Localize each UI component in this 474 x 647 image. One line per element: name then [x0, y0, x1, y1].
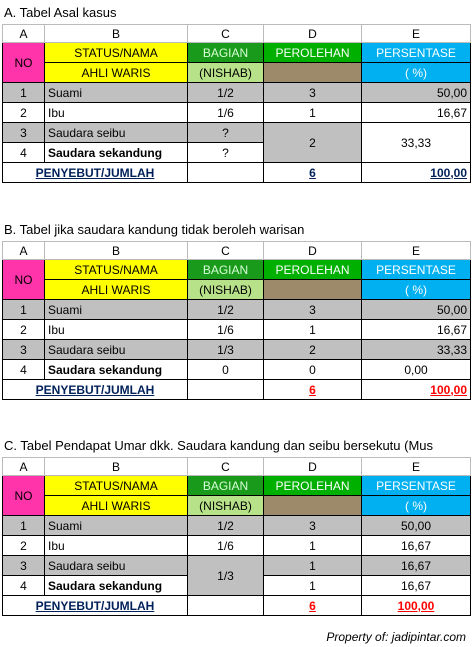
cell-perolehan[interactable]: 1 [264, 556, 362, 576]
header-persentase-sub[interactable]: ( %) [362, 496, 471, 516]
cell-name[interactable]: Suami [45, 83, 188, 103]
header-status[interactable]: STATUS/NAMA [45, 476, 188, 496]
cell-empty[interactable] [188, 596, 264, 616]
header-status[interactable]: STATUS/NAMA [45, 43, 188, 63]
header-row [3, 280, 471, 300]
header-status-sub[interactable]: AHLI WARIS [45, 496, 188, 516]
table-b-title: B. Tabel jika saudara kandung tidak beroleh warisan [4, 222, 305, 237]
table-row [3, 103, 471, 123]
header-status-sub[interactable]: AHLI WARIS [45, 63, 188, 83]
cell-bagian-merged[interactable]: 1/3 [188, 556, 264, 596]
header-perolehan[interactable]: PEROLEHAN [264, 476, 362, 496]
header-perolehan-sub[interactable] [264, 280, 362, 300]
header-row [3, 260, 471, 280]
header-bagian[interactable]: BAGIAN [188, 476, 264, 496]
column-letter[interactable]: D [264, 242, 362, 260]
cell-persentase[interactable]: 16,67 [362, 536, 471, 556]
column-letter-row [3, 25, 471, 43]
cell-bagian[interactable]: ? [188, 143, 264, 163]
column-letter[interactable]: C [188, 25, 264, 43]
header-perolehan-sub[interactable] [264, 496, 362, 516]
cell-no[interactable]: 4 [3, 576, 45, 596]
column-letter[interactable]: E [362, 242, 471, 260]
header-no[interactable]: NO [3, 260, 45, 300]
cell-persentase[interactable]: 33,33 [362, 340, 471, 360]
cell-bagian[interactable]: 1/2 [188, 516, 264, 536]
cell-no[interactable]: 1 [3, 83, 45, 103]
cell-empty[interactable] [188, 380, 264, 400]
column-letter[interactable]: B [45, 242, 188, 260]
column-letter-row [3, 242, 471, 260]
cell-persentase[interactable]: 16,67 [362, 576, 471, 596]
cell-bagian[interactable]: 1/2 [188, 83, 264, 103]
total-row [3, 380, 471, 400]
header-no[interactable]: NO [3, 43, 45, 83]
cell-no[interactable]: 1 [3, 516, 45, 536]
cell-name[interactable]: Saudara seibu [45, 340, 188, 360]
cell-no[interactable]: 3 [3, 556, 45, 576]
header-persentase-sub[interactable]: ( %) [362, 280, 471, 300]
cell-no[interactable]: 3 [3, 123, 45, 143]
cell-persentase[interactable]: 16,67 [362, 556, 471, 576]
cell-perolehan[interactable]: 1 [264, 320, 362, 340]
cell-persentase[interactable]: 0,00 [362, 360, 471, 380]
column-letter[interactable]: A [3, 242, 45, 260]
table-c-title: C. Tabel Pendapat Umar dkk. Saudara kandung dan seibu bersekutu (Mus [4, 438, 434, 453]
cell-bagian[interactable]: 1/6 [188, 103, 264, 123]
table-row [3, 556, 471, 576]
header-status[interactable]: STATUS/NAMA [45, 260, 188, 280]
cell-name[interactable]: Saudara seibu [45, 556, 188, 576]
column-letter[interactable]: E [362, 25, 471, 43]
cell-perolehan[interactable]: 2 [264, 340, 362, 360]
section-a [2, 2, 470, 183]
total-perolehan[interactable]: 6 [264, 163, 362, 183]
cell-no[interactable]: 4 [3, 143, 45, 163]
cell-bagian[interactable]: 1/6 [188, 536, 264, 556]
table-row [3, 83, 471, 103]
header-persentase[interactable]: PERSENTASE [362, 43, 471, 63]
total-label[interactable]: PENYEBUT/JUMLAH [3, 380, 188, 400]
section-b [2, 219, 470, 400]
header-row [3, 43, 471, 63]
cell-perolehan[interactable]: 3 [264, 516, 362, 536]
total-row [3, 596, 471, 616]
total-label[interactable]: PENYEBUT/JUMLAH [3, 163, 188, 183]
table-row [3, 516, 471, 536]
total-persentase[interactable]: 100,00 [362, 596, 471, 616]
cell-perolehan[interactable]: 0 [264, 360, 362, 380]
cell-name[interactable]: Suami [45, 516, 188, 536]
table-a-title: A. Tabel Asal kasus [4, 5, 117, 20]
cell-persentase[interactable]: 16,67 [362, 320, 471, 340]
table-row [3, 300, 471, 320]
total-row [3, 163, 471, 183]
cell-bagian[interactable]: 0 [188, 360, 264, 380]
header-bagian[interactable]: BAGIAN [188, 260, 264, 280]
cell-name[interactable]: Saudara sekandung [45, 576, 188, 596]
column-letter[interactable]: C [188, 242, 264, 260]
header-status-sub[interactable]: AHLI WARIS [45, 280, 188, 300]
cell-no[interactable]: 3 [3, 340, 45, 360]
column-letter[interactable]: B [45, 25, 188, 43]
cell-perolehan-merged[interactable]: 2 [264, 123, 362, 163]
header-row [3, 63, 471, 83]
header-persentase[interactable]: PERSENTASE [362, 476, 471, 496]
total-persentase[interactable]: 100,00 [362, 380, 471, 400]
header-no[interactable]: NO [3, 476, 45, 516]
header-row [3, 496, 471, 516]
cell-name[interactable]: Ibu [45, 536, 188, 556]
header-bagian[interactable]: BAGIAN [188, 43, 264, 63]
total-perolehan[interactable]: 6 [264, 380, 362, 400]
cell-no[interactable]: 2 [3, 536, 45, 556]
cell-no[interactable]: 4 [3, 360, 45, 380]
column-letter[interactable]: E [362, 458, 471, 476]
cell-name[interactable]: Saudara sekandung [45, 143, 188, 163]
table-c [2, 457, 471, 616]
cell-name[interactable]: Suami [45, 300, 188, 320]
header-bagian-sub[interactable]: (NISHAB) [188, 280, 264, 300]
cell-persentase[interactable]: 50,00 [362, 300, 471, 320]
copyright-footer: Property of: jadipintar.com [326, 630, 466, 644]
header-bagian-sub[interactable]: (NISHAB) [188, 496, 264, 516]
table-row [3, 536, 471, 556]
cell-persentase-merged[interactable]: 33,33 [362, 123, 471, 163]
table-row [3, 360, 471, 380]
header-perolehan[interactable]: PEROLEHAN [264, 260, 362, 280]
column-letter-row [3, 458, 471, 476]
column-letter[interactable]: A [3, 458, 45, 476]
table-row [3, 340, 471, 360]
cell-bagian[interactable]: ? [188, 123, 264, 143]
column-letter[interactable]: D [264, 25, 362, 43]
total-label[interactable]: PENYEBUT/JUMLAH [3, 596, 188, 616]
cell-perolehan[interactable]: 1 [264, 576, 362, 596]
cell-perolehan[interactable]: 1 [264, 536, 362, 556]
cell-bagian[interactable]: 1/6 [188, 320, 264, 340]
cell-bagian[interactable]: 1/2 [188, 300, 264, 320]
cell-name[interactable]: Ibu [45, 320, 188, 340]
section-c [2, 435, 470, 616]
header-perolehan[interactable]: PEROLEHAN [264, 43, 362, 63]
header-persentase-sub[interactable]: ( %) [362, 63, 471, 83]
table-row [3, 320, 471, 340]
cell-persentase[interactable]: 16,67 [362, 103, 471, 123]
header-row [3, 476, 471, 496]
column-letter[interactable]: B [45, 458, 188, 476]
cell-name[interactable]: Saudara seibu [45, 123, 188, 143]
cell-bagian[interactable]: 1/3 [188, 340, 264, 360]
cell-perolehan[interactable]: 3 [264, 300, 362, 320]
cell-no[interactable]: 2 [3, 320, 45, 340]
cell-no[interactable]: 2 [3, 103, 45, 123]
table-a [2, 24, 471, 183]
cell-name[interactable]: Saudara sekandung [45, 360, 188, 380]
cell-name[interactable]: Ibu [45, 103, 188, 123]
cell-perolehan[interactable]: 3 [264, 83, 362, 103]
cell-empty[interactable] [188, 163, 264, 183]
column-letter[interactable]: C [188, 458, 264, 476]
cell-persentase[interactable]: 50,00 [362, 516, 471, 536]
header-perolehan-sub[interactable] [264, 63, 362, 83]
cell-perolehan[interactable]: 1 [264, 103, 362, 123]
column-letter[interactable]: A [3, 25, 45, 43]
header-persentase[interactable]: PERSENTASE [362, 260, 471, 280]
cell-no[interactable]: 1 [3, 300, 45, 320]
table-row [3, 123, 471, 143]
header-bagian-sub[interactable]: (NISHAB) [188, 63, 264, 83]
total-persentase[interactable]: 100,00 [362, 163, 471, 183]
cell-persentase[interactable]: 50,00 [362, 83, 471, 103]
column-letter[interactable]: D [264, 458, 362, 476]
total-perolehan[interactable]: 6 [264, 596, 362, 616]
table-b [2, 241, 471, 400]
